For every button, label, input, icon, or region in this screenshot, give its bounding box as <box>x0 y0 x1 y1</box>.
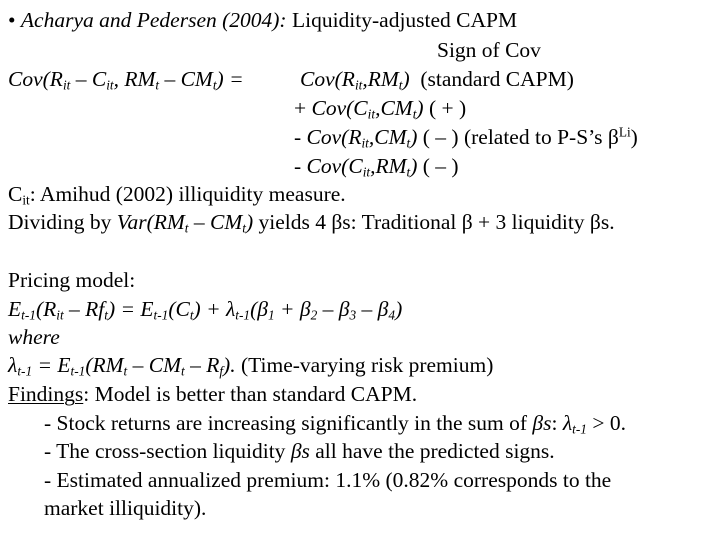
cov-term-part: ) <box>410 125 418 149</box>
var-term: ) <box>245 210 254 234</box>
sub: t <box>104 307 108 323</box>
cov-term-2 <box>294 98 466 120</box>
finding-1 <box>44 413 626 435</box>
eq-part: = E <box>32 353 71 377</box>
eq-part: – R <box>184 353 220 377</box>
sub: 4 <box>388 307 396 323</box>
sub: t-1 <box>235 307 251 323</box>
cov-term-4 <box>294 156 459 178</box>
sub: f <box>219 363 224 379</box>
sub: t <box>189 307 194 323</box>
findings-text: : Model is better than standard CAPM. <box>83 382 418 406</box>
dividing-post: yields 4 βs: Traditional β + 3 liquidity βs. <box>253 210 615 234</box>
findings-line <box>8 384 417 406</box>
finding-text: > 0. <box>586 411 626 435</box>
sup: Li <box>618 124 631 140</box>
finding-3: - Estimated annualized premium: 1.1% (0.82% corresponds to the <box>44 468 612 492</box>
sub: t <box>412 106 417 122</box>
sub: t-1 <box>17 363 33 379</box>
sub: it <box>354 77 363 93</box>
cov-lhs-open: Cov(R <box>8 67 63 91</box>
sub: t <box>242 220 246 236</box>
cov-term-3 <box>294 124 638 151</box>
sign-header: Sign of Cov <box>437 38 541 62</box>
sub: t-1 <box>153 307 169 323</box>
sub: 1 <box>267 307 275 323</box>
cov-term-prefix: + <box>294 96 312 120</box>
sub: it <box>56 307 64 323</box>
eq-part: (R <box>35 297 57 321</box>
eq-part: λ <box>8 353 18 377</box>
lambda-definition <box>8 355 493 377</box>
cov-term-part: Cov(C <box>311 96 368 120</box>
sub: t <box>123 363 128 379</box>
eq-part: (C <box>168 297 190 321</box>
pricing-equation <box>8 299 402 321</box>
finding-text: : <box>551 411 563 435</box>
sub: t <box>181 363 185 379</box>
dividing-pre: Dividing by <box>8 210 117 234</box>
sub: it <box>361 135 369 151</box>
cov-term-note: ( – ) <box>417 154 459 178</box>
finding-2 <box>44 441 555 463</box>
cov-term-part: Cov(R <box>300 67 355 91</box>
where-label <box>8 327 60 349</box>
sub: t-1 <box>21 307 36 323</box>
cov-term-part: ) <box>416 96 424 120</box>
citation: Acharya and Pedersen (2004): <box>20 8 287 32</box>
eq-part: – Rf <box>63 297 105 321</box>
eq-part: – β <box>317 297 350 321</box>
cov-term-part: ,RM <box>362 67 399 91</box>
eq-part: (RM <box>85 353 124 377</box>
lambda-note: (Time-varying risk premium) <box>235 353 494 377</box>
eq-part: E <box>8 297 22 321</box>
sub: t <box>398 77 403 93</box>
finding-betas: βs <box>290 439 310 463</box>
cov-term-end: ) <box>630 125 638 149</box>
c-symbol: C <box>8 182 23 206</box>
finding-lambda: λ <box>562 411 573 435</box>
var-term: Var(RM <box>116 210 185 234</box>
cov-term-part: ,RM <box>370 154 407 178</box>
sub: t <box>212 77 217 93</box>
cov-lhs-close: ) = <box>216 67 244 91</box>
sub: t-1 <box>572 421 587 437</box>
cov-lhs-part: – C <box>70 67 107 91</box>
finding-betas: βs <box>532 411 552 435</box>
cov-lhs <box>8 69 244 91</box>
bullet: • <box>8 8 16 32</box>
sub: t <box>406 164 411 180</box>
pricing-label: Pricing model: <box>8 268 136 292</box>
finding-text: - The cross-section liquidity <box>44 439 291 463</box>
dividing-line <box>8 212 615 234</box>
eq-part: ) = E <box>107 297 154 321</box>
sub: t <box>406 135 411 151</box>
c-definition-text: : Amihud (2002) illiquidity measure. <box>29 182 346 206</box>
eq-part: ) + λ <box>193 297 236 321</box>
sub: it <box>22 192 30 208</box>
sub: it <box>62 77 71 93</box>
cov-term-part: ) <box>402 67 410 91</box>
cov-term-part: Cov(R <box>306 125 362 149</box>
cov-term-note: ( – ) (related to P-S’s β <box>417 125 619 149</box>
cov-term-1 <box>300 69 574 91</box>
sub: t <box>184 220 189 236</box>
finding-3-cont: market illiquidity). <box>44 496 207 520</box>
finding-text: - Stock returns are increasing significantly in the sum of <box>44 411 533 435</box>
sub: t <box>155 77 160 93</box>
eq-part: + β <box>274 297 311 321</box>
eq-part: – CM <box>127 353 181 377</box>
cov-term-part: ) <box>410 154 418 178</box>
sub: it <box>367 106 376 122</box>
finding-text: all have the predicted signs. <box>309 439 555 463</box>
sub: 3 <box>349 307 357 323</box>
sub: 2 <box>310 307 318 323</box>
cov-term-part: Cov(C <box>306 154 363 178</box>
findings-label: Findings <box>8 382 84 406</box>
topic: Liquidity-adjusted CAPM <box>291 8 518 32</box>
cov-term-note: (standard CAPM) <box>409 67 574 91</box>
c-definition <box>8 184 346 206</box>
var-term: – CM <box>188 210 243 234</box>
sub: it <box>106 77 114 93</box>
eq-part: ) <box>395 297 403 321</box>
intro-line <box>8 10 517 32</box>
cov-term-prefix: - <box>294 154 307 178</box>
cov-term-part: ,CM <box>368 125 407 149</box>
cov-lhs-part: , RM <box>113 67 156 91</box>
cov-term-note: ( + ) <box>423 96 467 120</box>
eq-part: ). <box>223 353 236 377</box>
sub: t-1 <box>70 363 86 379</box>
where-text: where <box>8 325 60 349</box>
cov-term-prefix: - <box>294 125 307 149</box>
eq-part: (β <box>250 297 268 321</box>
cov-term-part: ,CM <box>375 96 413 120</box>
eq-part: – β <box>356 297 389 321</box>
sub: it <box>362 164 371 180</box>
cov-lhs-part: – CM <box>159 67 213 91</box>
